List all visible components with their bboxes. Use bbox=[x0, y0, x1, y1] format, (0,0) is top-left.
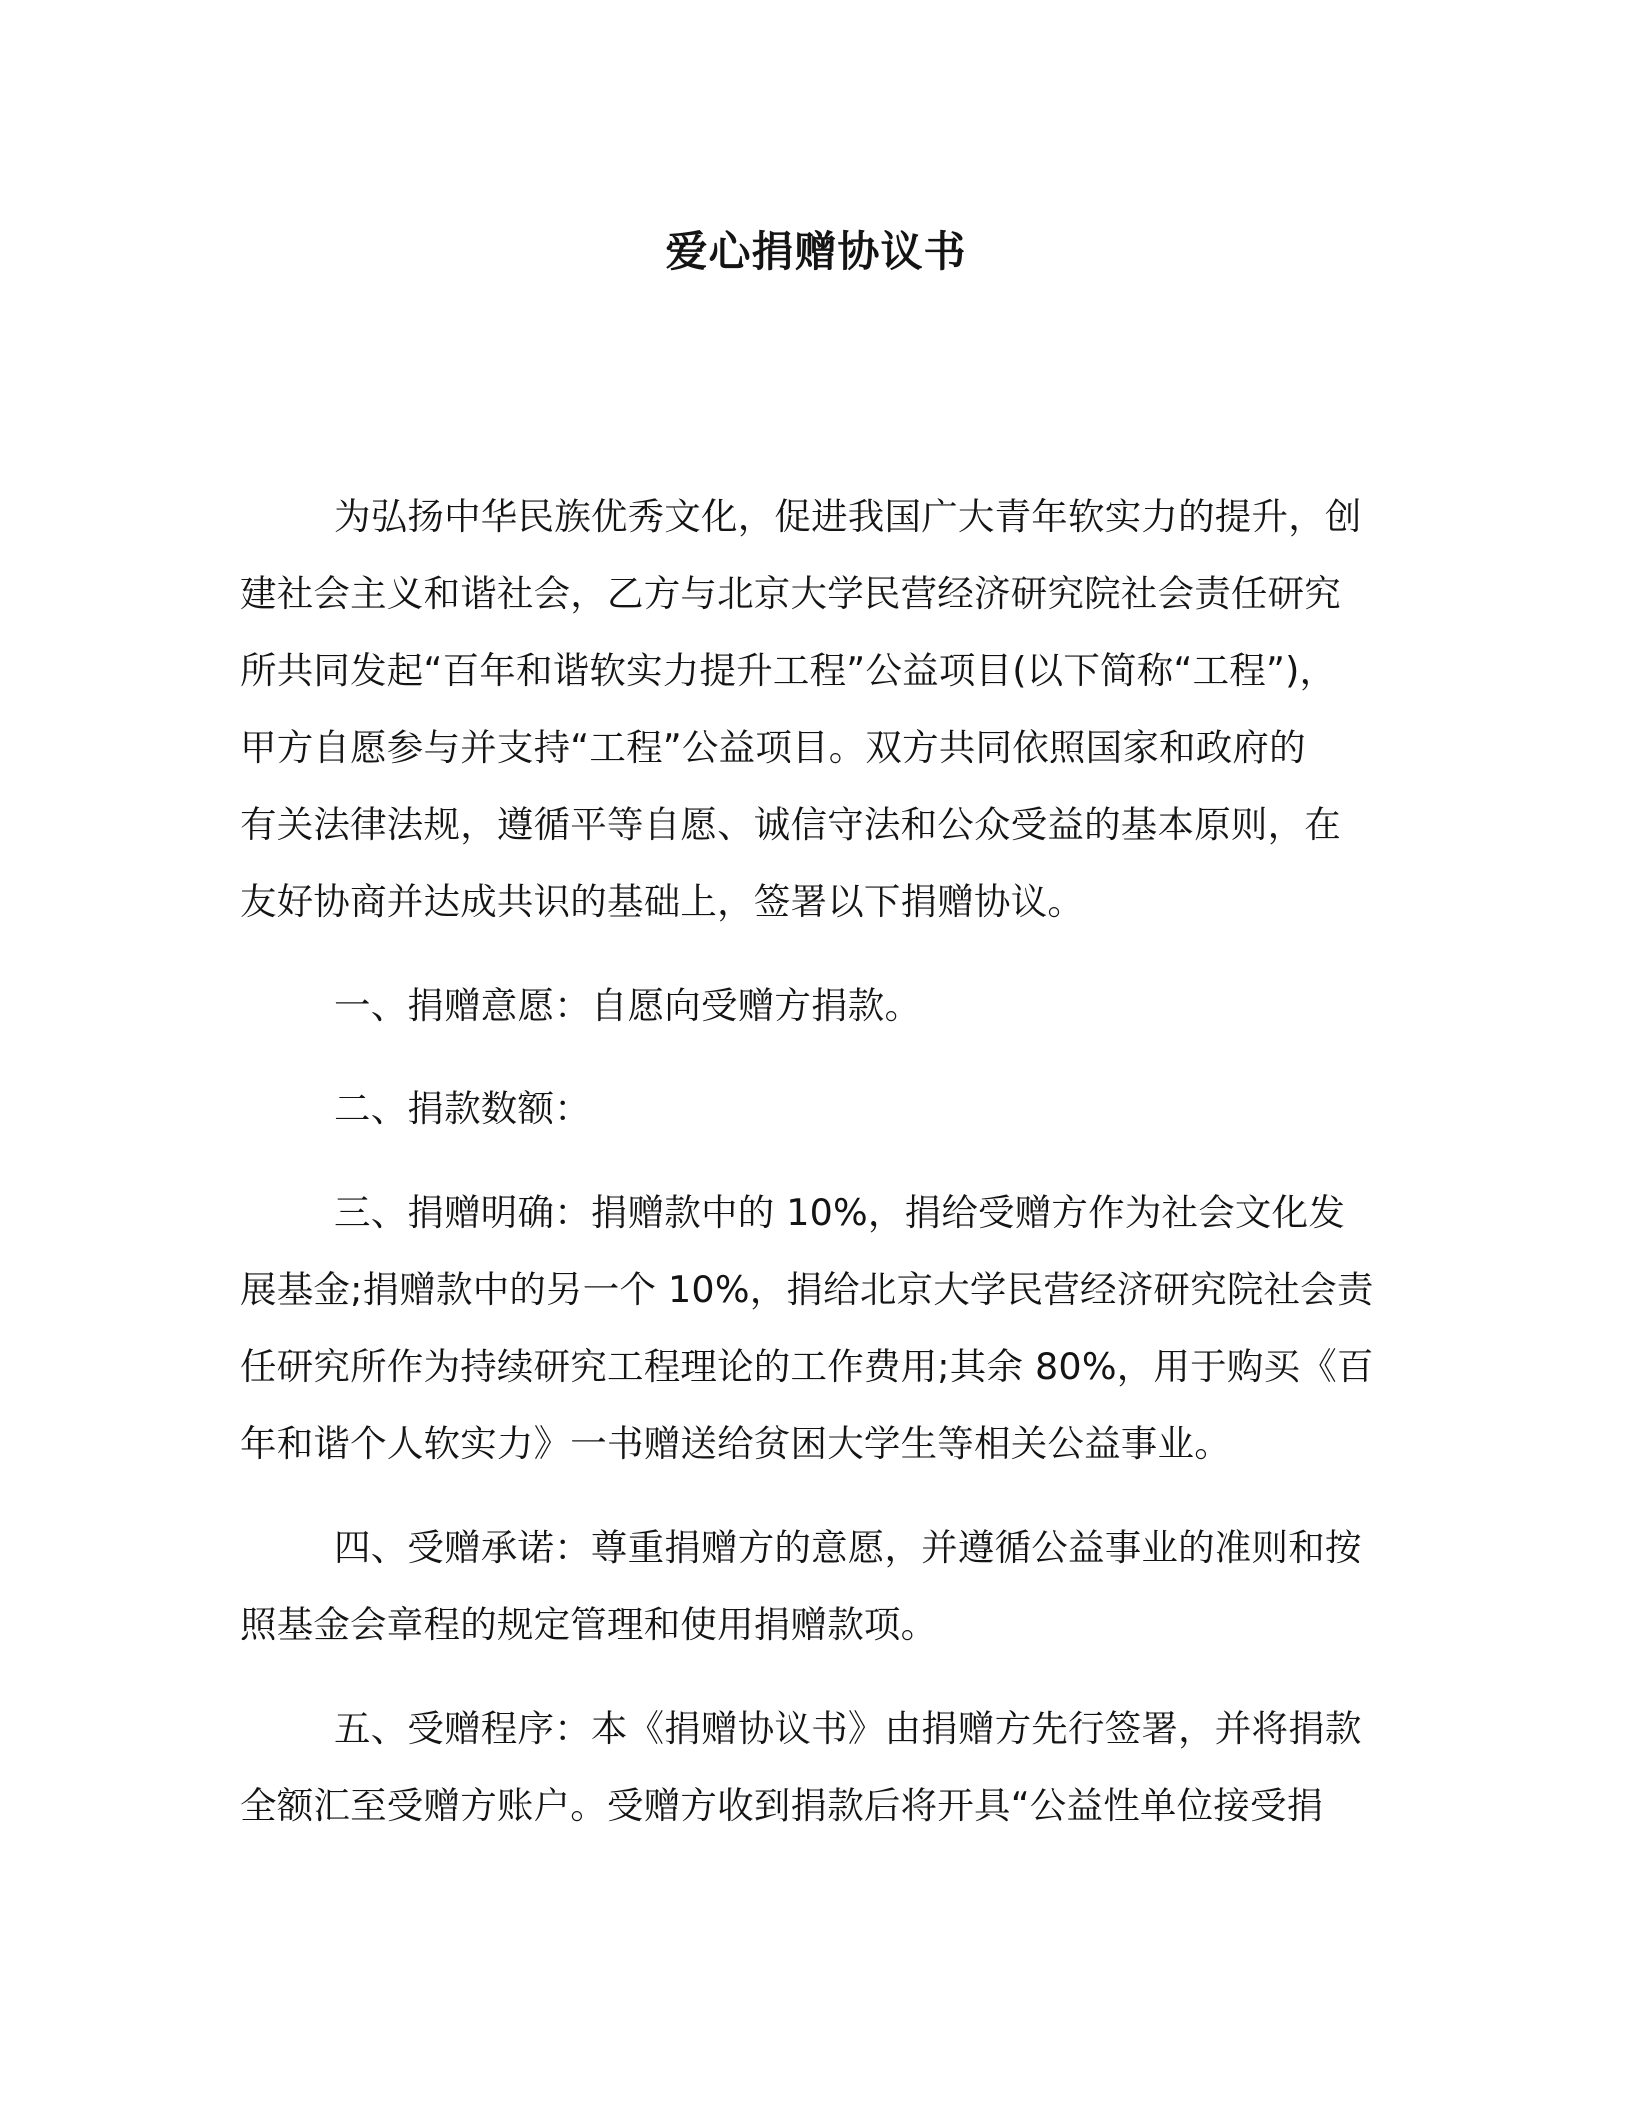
paragraph-1-line-1: 为弘扬中华民族优秀文化，促进我国广大青年软实力的提升，创 bbox=[334, 495, 1362, 538]
clause-4-line-2: 照基金会章程的规定管理和使用捐赠款项。 bbox=[240, 1603, 938, 1646]
clause-5-line-1: 五、受赠程序：本《捐赠协议书》由捐赠方先行签署，并将捐款 bbox=[334, 1707, 1362, 1750]
clause-5-line-2: 全额汇至受赠方账户。受赠方收到捐款后将开具“公益性单位接受捐 bbox=[240, 1784, 1324, 1827]
clause-3-line-4: 年和谐个人软实力》一书赠送给贫困大学生等相关公益事业。 bbox=[240, 1422, 1231, 1465]
clause-3-line-1: 三、捐赠明确：捐赠款中的 10%，捐给受赠方作为社会文化发 bbox=[334, 1191, 1346, 1234]
document-title: 爱心捐赠协议书 bbox=[665, 227, 967, 276]
paragraph-1-line-6: 友好协商并达成共识的基础上，签署以下捐赠协议。 bbox=[240, 880, 1085, 923]
paragraph-1-line-3: 所共同发起“百年和谐软实力提升工程”公益项目(以下简称“工程”)， bbox=[240, 649, 1337, 692]
clause-3-line-3: 任研究所作为持续研究工程理论的工作费用;其余 80%，用于购买《百 bbox=[240, 1345, 1374, 1388]
clause-1-line-1: 一、捐赠意愿：自愿向受赠方捐款。 bbox=[334, 984, 922, 1027]
paragraph-1-line-4: 甲方自愿参与并支持“工程”公益项目。双方共同依照国家和政府的 bbox=[240, 726, 1306, 769]
clause-2-line-1: 二、捐款数额： bbox=[334, 1087, 591, 1130]
clause-3-line-2: 展基金;捐赠款中的另一个 10%，捐给北京大学民营经济研究院社会责 bbox=[240, 1268, 1374, 1311]
paragraph-1-line-2: 建社会主义和谐社会，乙方与北京大学民营经济研究院社会责任研究 bbox=[240, 572, 1341, 615]
paragraph-1-line-5: 有关法律法规，遵循平等自愿、诚信守法和公众受益的基本原则，在 bbox=[240, 803, 1341, 846]
clause-4-line-1: 四、受赠承诺：尊重捐赠方的意愿，并遵循公益事业的准则和按 bbox=[334, 1526, 1362, 1569]
